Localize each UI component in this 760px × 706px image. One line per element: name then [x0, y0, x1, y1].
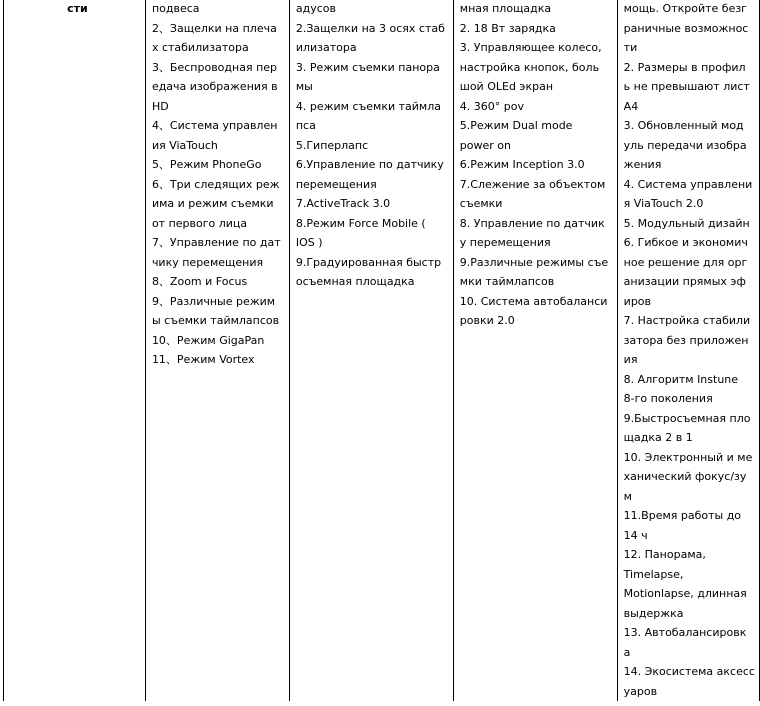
feature-line: настройка кнопок, боль [459, 60, 600, 74]
feature-line: шой OLEd экран [459, 80, 554, 93]
feature-line: 10. Электронный и ме [623, 450, 753, 464]
product-3-features-cell [453, 0, 617, 701]
feature-line: ное решение для орг [623, 255, 748, 269]
feature-line: 6. Гибкое и экономич [623, 236, 748, 249]
feature-line: мы [295, 80, 313, 93]
feature-line: 10. Система автобаланси [459, 294, 608, 308]
feature-line: я ViaTouch 2.0 [623, 197, 704, 210]
feature-line: 4. режим съемки таймла [295, 99, 441, 113]
feature-line: щадка 2 в 1 [623, 431, 693, 444]
feature-line: 11.Время работы до [623, 509, 742, 522]
feature-line: уль передачи изобра [623, 138, 747, 152]
feature-line: 7.Слежение за объектом [459, 177, 606, 191]
feature-line: 14 ч [623, 528, 648, 542]
row-label: сти [67, 2, 88, 15]
table-row [4, 0, 760, 701]
feature-line: 5.Режим Dual mode [459, 119, 573, 132]
product-1-features-cell [145, 0, 289, 701]
feature-line: има и режим съемки [151, 197, 274, 210]
feature-line: Timelapse, [623, 567, 684, 581]
feature-line: жения [623, 158, 662, 171]
feature-line: ия ViaTouch [151, 138, 218, 152]
product-2-features-cell [289, 0, 453, 701]
feature-line: 7、Управление по дат [151, 236, 281, 249]
feature-line: илизатора [295, 41, 357, 54]
feature-line: HD [151, 99, 169, 113]
feature-line: 11、Режим Vortex [151, 353, 255, 366]
feature-line: 13. Автобалансировк [623, 626, 747, 639]
feature-line: 9.Быстросъемная пло [623, 411, 751, 425]
feature-line: 8、Zoom и Focus [151, 275, 248, 288]
feature-line: анизации прямых эф [623, 275, 746, 288]
feature-line: 6.Управление по датчику [295, 158, 444, 171]
feature-line: осъемная площадка [295, 275, 415, 288]
feature-line: иров [623, 294, 652, 308]
feature-line: 5.Гиперлапс [295, 138, 369, 152]
feature-line: 4. Система управлени [623, 177, 753, 191]
feature-line: 8-го поколения [623, 392, 713, 405]
feature-line: 3、Беспроводная пер [151, 60, 278, 74]
feature-line: 3. Режим съемки панора [295, 60, 440, 74]
feature-line: мощь. Откройте безг [623, 2, 747, 15]
feature-line: 9.Градуированная быстр [295, 255, 442, 269]
feature-line: 2. 18 Вт зарядка [459, 21, 556, 35]
feature-line: 4、Система управлен [151, 119, 278, 132]
feature-line: раничные возможнос [623, 21, 749, 35]
feature-line: ия [623, 353, 638, 366]
feature-line: у перемещения [459, 236, 551, 249]
feature-line: от первого лица [151, 216, 248, 230]
feature-line: 9.Различные режимы съе [459, 255, 609, 269]
feature-line: х стабилизатора [151, 41, 249, 54]
feature-line: затора без приложен [623, 333, 749, 347]
feature-line: пса [295, 119, 316, 132]
feature-line: выдержка [623, 606, 684, 620]
feature-line: 2. Размеры в профил [623, 60, 746, 74]
feature-line: мная площадка [459, 2, 552, 15]
feature-line: 2、Защелки на плеча [151, 21, 277, 35]
feature-line: м [623, 489, 632, 503]
feature-line: чику перемещения [151, 255, 264, 269]
feature-line: 6、Три следящих реж [151, 177, 280, 191]
feature-line: power on [459, 138, 511, 152]
feature-line: 3. Управляющее колесо, [459, 41, 602, 54]
feature-line: 6.Режим Inception 3.0 [459, 158, 585, 171]
feature-line: адусов [295, 2, 336, 15]
spec-comparison-table [3, 0, 760, 701]
feature-line: 7.ActiveTrack 3.0 [295, 197, 391, 210]
row-label-cell [4, 0, 146, 701]
product-4-features [618, 0, 759, 701]
feature-line: подвеса [151, 2, 200, 15]
feature-line: 10、Режим GigaPan [151, 333, 265, 347]
feature-line: ы съемки таймлапсов [151, 314, 280, 327]
feature-line: ровки 2.0 [459, 314, 515, 327]
product-1-features [146, 0, 289, 370]
product-3-features [454, 0, 617, 331]
feature-line: едача изображения в [151, 80, 278, 93]
feature-line: ти [623, 41, 638, 54]
feature-line: съемки [459, 197, 503, 210]
feature-line: 14. Экосистема аксесс [623, 665, 755, 678]
feature-line: 9、Различные режим [151, 294, 276, 308]
feature-line: ь не превышают лист [623, 80, 750, 93]
feature-line: 8. Алгоритм Instune [623, 372, 739, 386]
feature-line: мки таймлапсов [459, 275, 555, 288]
feature-line: 3. Обновленный мод [623, 119, 744, 132]
feature-line: уаров [623, 684, 658, 698]
feature-line: Motionlapse, длинная [623, 587, 747, 600]
feature-line: 12. Панорама, [623, 548, 706, 561]
feature-line: 7. Настройка стабили [623, 314, 751, 327]
product-4-features-cell [617, 0, 759, 701]
feature-line: 8. Управление по датчик [459, 216, 605, 230]
feature-line: 5. Модульный дизайн [623, 216, 750, 230]
feature-line: A4 [623, 99, 639, 113]
feature-line: 4. 360° pov [459, 99, 524, 113]
feature-line: перемещения [295, 177, 377, 191]
feature-line: а [623, 645, 631, 659]
feature-line: 5、Режим PhoneGo [151, 158, 262, 171]
product-2-features [290, 0, 453, 292]
feature-line: ханический фокус/зу [623, 470, 747, 483]
feature-line: 8.Режим Force Mobile ( [295, 216, 426, 230]
feature-line: IOS ) [295, 236, 323, 249]
feature-line: 2.Защелки на 3 осях стаб [295, 21, 445, 35]
